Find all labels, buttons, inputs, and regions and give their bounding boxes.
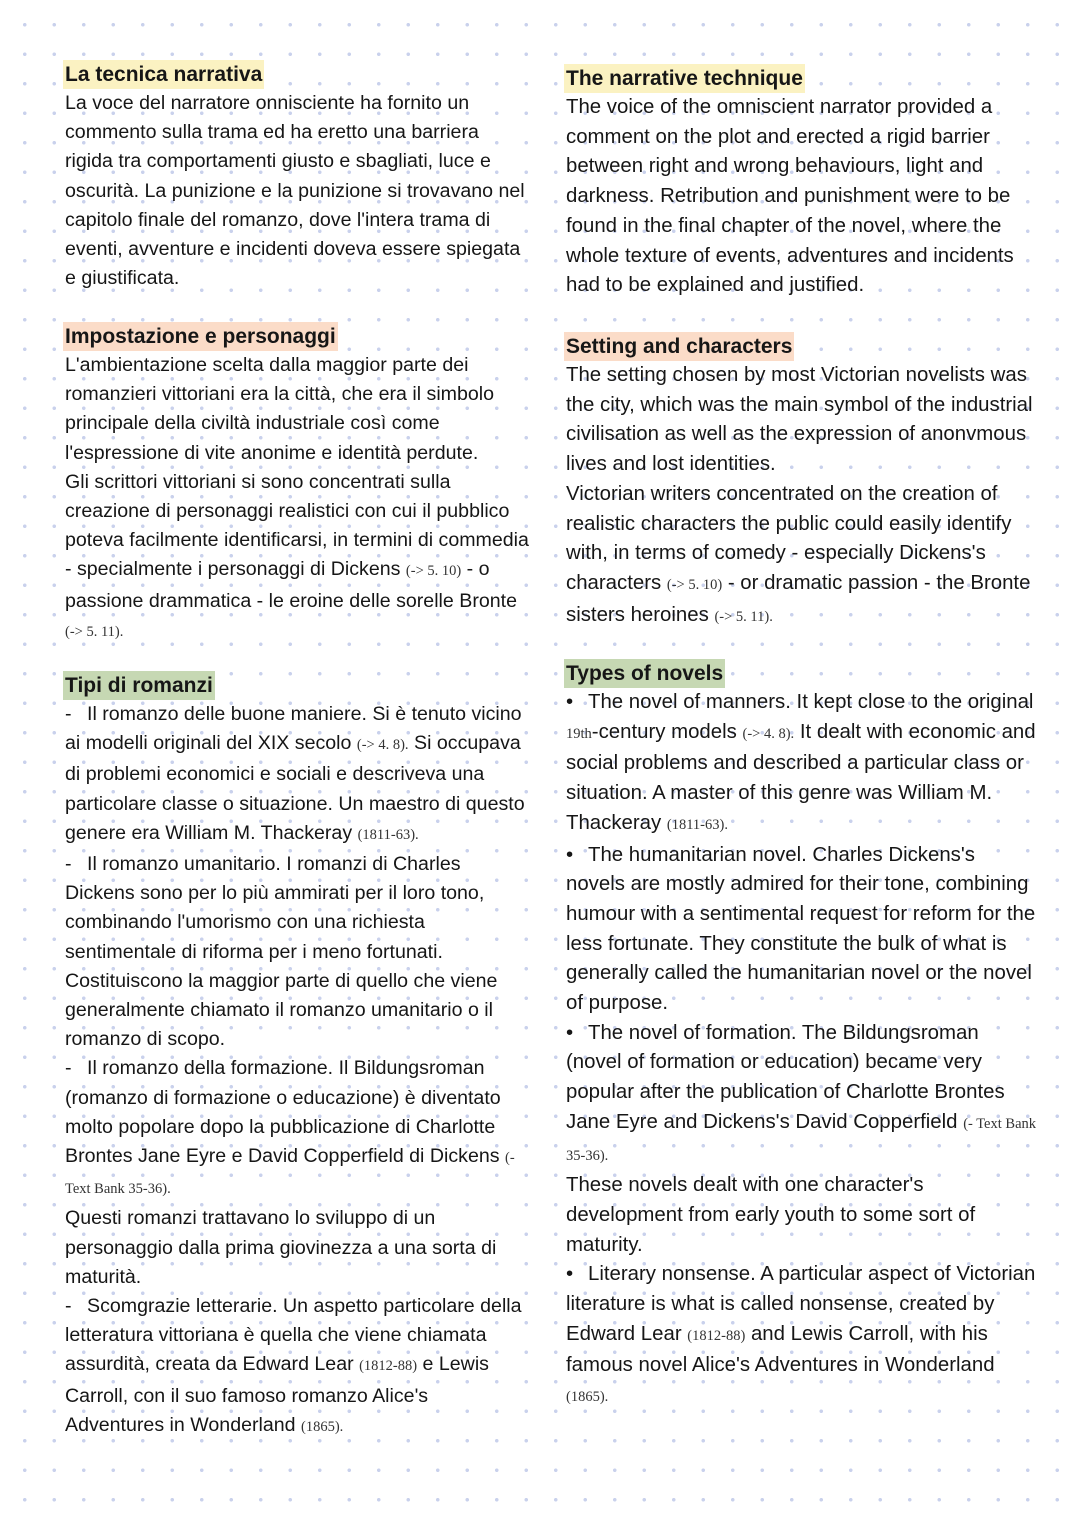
section-setting-characters-it <box>65 322 530 647</box>
text: Il romanzo delle buone maniere. Si è tenuto vicino ai modelli originali del XIX secolo <box>65 703 522 755</box>
bullet-marker: • <box>566 691 574 713</box>
text: They constitute the bulk of what is generally called the humanitarian novel or the novel of purpose. <box>566 932 1032 1015</box>
dates: (1865). <box>566 1389 609 1406</box>
paragraph-formation-dev-en: These novels dealt with one character's development from early youth to some sort of maturity. <box>566 1174 976 1256</box>
paragraph-formation-dev-it: Questi romanzi trattavano lo sviluppo di un personaggio dalla prima giovinezza a una sorta di maturità. <box>65 1207 497 1288</box>
section-setting-characters-en <box>566 332 1038 632</box>
paragraph-narrative-technique-it: La voce del narratore onnisciente ha fornito un commento sulla trama ed ha eretto una barriera rigida tra comportamenti giusto e sbagliati, luce e oscurità. La punizione e la punizione si trovavano nel capitolo finale del romanzo, dove l'intera trama di eventi, avventure e incidenti doveva essere spiegata e giustificata. <box>65 92 525 290</box>
dash-marker: - <box>65 1295 72 1318</box>
cross-reference: (-> 4. 8). <box>742 725 795 742</box>
section-narrative-technique-it <box>65 60 530 293</box>
heading-types-of-novels-it: Tipi di romanzi <box>63 671 215 700</box>
heading-narrative-technique-en: The narrative technique <box>564 64 805 93</box>
text: - or dramatic passion - the Bronte sisters heroines <box>566 571 1031 626</box>
paragraph-setting-it: L'ambientazione scelta dalla maggior parte dei romanzieri vittoriani era la città, che era il simbolo principale della civiltà industriale così come l'espressione di vite anonime e identità perdute. <box>65 354 495 464</box>
paragraph-characters-it <box>65 468 530 647</box>
list-item-humanitarian-it <box>65 850 530 1054</box>
text: Literary nonsense. A particular aspect of Victorian literature is what is called nonsense, created by Edward Lear <box>566 1263 1036 1345</box>
heading-setting-characters-it: Impostazione e personaggi <box>63 322 338 351</box>
text: The novel of formation. The Bildungsroman (novel of formation or education) became very popular after the publication of Charlotte Brontes Jane Eyre and Dickens's David Copperfield <box>566 1021 1005 1133</box>
paragraph-characters-en <box>566 480 1038 633</box>
list-item-humanitarian-en <box>566 841 1038 1019</box>
list-item-nonsense-it <box>65 1292 530 1442</box>
cross-reference: (-> 5. 10) <box>405 563 462 580</box>
list-item-manners-it <box>65 700 530 850</box>
cross-reference: (-> 5. 10) <box>666 576 723 593</box>
heading-narrative-technique-it: La tecnica narrativa <box>63 60 264 89</box>
list-item-formation-it <box>65 1054 530 1204</box>
text: Un maestro di questo genere era William M. Thackeray <box>65 792 525 844</box>
text: Il romanzo della formazione. Il Bildungsroman (romanzo di formazione o educazione) è diventato molto popolare dopo la pubblicazione di Charlotte Brontes Jane Eyre e David Copperfield di Dickens <box>65 1057 501 1168</box>
bullet-marker: • <box>566 1021 574 1044</box>
text: - o passione drammatica - le eroine delle sorelle Bronte <box>65 558 517 612</box>
list-item-nonsense-en <box>566 1260 1038 1413</box>
text: The novel of manners. It kept close to the original <box>588 691 1034 713</box>
list-item-formation-en <box>566 1019 1038 1172</box>
section-types-of-novels-it <box>65 671 530 1442</box>
dates: (1812-88) <box>687 1327 746 1344</box>
dash-marker: - <box>65 853 72 876</box>
bullet-marker: • <box>566 843 574 866</box>
bullet-marker: • <box>566 1263 574 1286</box>
cross-reference: (-> 4. 8). <box>356 737 409 754</box>
dash-marker: - <box>65 703 72 725</box>
text: A master of this genre was William M. Thackeray <box>566 782 993 834</box>
dates: (1811-63). <box>666 816 728 833</box>
list-item-manners-en <box>566 688 1038 841</box>
cross-reference: (- Text Bank 35-36). <box>65 1150 515 1198</box>
cross-reference: (-> 5. 11). <box>714 608 773 625</box>
paragraph-setting-en: The setting chosen by most Victorian novelists was the city, which was the main symbol of the industrial civilisation as well as the expression of anonvmous lives and lost identities. <box>566 364 1033 476</box>
text: Gli scrittori vittoriani si sono concentrati sulla creazione di personaggi realistici con cui il pubblico poteva facilmente identificarsi, in termini di commedia - specialmente i personaggi di Dickens <box>65 470 529 581</box>
text: Scomgrazie letterarie. Un aspetto particolare della letteratura vittoriana è quella che viene chiamata assurdità, creata da Edward Lear <box>65 1295 522 1376</box>
text: Costituiscono la maggior parte di quello che viene generalmente chiamato il romanzo umanitario o il romanzo di scopo. <box>65 969 498 1051</box>
dash-marker: - <box>65 1057 72 1080</box>
text: -century models <box>591 720 737 743</box>
dates: (1811-63). <box>357 826 419 843</box>
section-narrative-technique-en <box>566 64 1038 301</box>
heading-types-of-novels-en: Types of novels <box>564 659 725 688</box>
century-number: 19th <box>566 725 592 742</box>
text: Victorian writers concentrated on the creation of realistic characters the public could easily identify with, in terms of comedy - especially Dickens's characters <box>566 482 1012 594</box>
heading-setting-characters-en: Setting and characters <box>564 332 794 361</box>
dates: (1812-88) <box>359 1358 418 1375</box>
text: The humanitarian novel. Charles Dickens's novels are mostly admired for their tone, combining humour with a sentimental request for reform for the less fortunate. <box>566 843 1036 955</box>
section-types-of-novels-en <box>566 659 1038 1413</box>
text: Si occupava di problemi economici e sociali e descriveva una particolare classe o situazione. <box>65 732 521 815</box>
text: e Lewis Carroll, con il suo famoso romanzo Alice's Adventures in Wonderland <box>65 1353 489 1436</box>
text: Il romanzo umanitario. I romanzi di Charles Dickens sono per lo più ammirati per il loro tono, combinando l'umorismo con una richiesta sentimentale di riforma per i meno fortunati. <box>65 853 485 963</box>
text: It dealt with economic and social problems and described a particular class or situation. <box>566 720 1036 805</box>
text: and Lewis Carroll, with his famous novel Alice's Adventures in Wonderland <box>566 1322 995 1377</box>
dates: (1865). <box>301 1418 344 1435</box>
cross-reference: (- Text Bank 35-36). <box>566 1115 1036 1164</box>
paragraph-narrative-technique-en: The voice of the omniscient narrator provided a comment on the plot and erected a rigid barrier between right and wrong behaviours, light and darkness. Retribution and punishment were to be found in the final chapter of the novel, where the whole texture of events, adventures and incidents had to be explained and justified. <box>566 96 1014 297</box>
cross-reference: (-> 5. 11). <box>65 623 124 640</box>
